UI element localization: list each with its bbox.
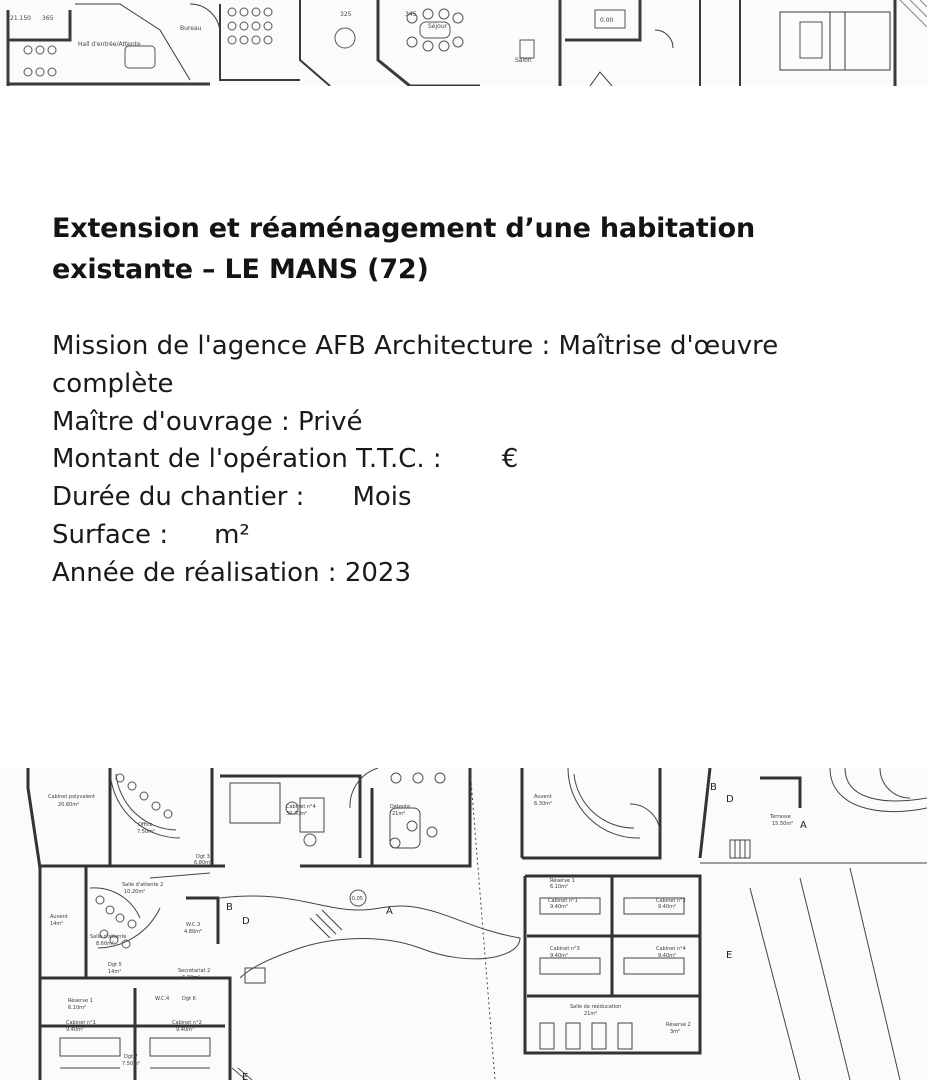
room-label: Cabinet n°4 bbox=[286, 804, 316, 810]
floor-plan-top-drawing bbox=[0, 0, 927, 86]
room-label: Réserve 1 bbox=[68, 998, 93, 1004]
dim-label: 365 bbox=[42, 15, 54, 22]
room-label: Salle d'attente 2 bbox=[122, 882, 164, 888]
room-label: Cabinet n°1 bbox=[548, 898, 578, 904]
room-label: W.C.3 bbox=[186, 922, 201, 928]
duration-line bbox=[52, 479, 862, 517]
area-label: 6.10m² bbox=[68, 1005, 87, 1011]
owner-line: Maître d'ouvrage : Privé bbox=[52, 406, 363, 437]
section-marker-b: B bbox=[710, 782, 717, 793]
room-label: Salle d'attente bbox=[90, 934, 127, 940]
room-label: Dgt 6 bbox=[182, 996, 196, 1002]
dim-label: 21.150 bbox=[10, 15, 31, 22]
area-label: 7.50m² bbox=[137, 829, 156, 835]
area-label: 6.10m² bbox=[550, 884, 569, 890]
area-label: 6.30m² bbox=[534, 801, 553, 807]
room-label: Réserve 2 bbox=[666, 1022, 691, 1028]
amount-label: Montant de l'opération T.T.C. : bbox=[52, 444, 442, 475]
room-label: Cabinet n°3 bbox=[550, 946, 580, 952]
mission-line: Mission de l'agence AFB Architecture : Maîtrise d'œuvre complète bbox=[52, 331, 779, 399]
area-label: 6.30m² bbox=[182, 975, 201, 981]
room-label: Dgt 7 bbox=[124, 1054, 138, 1060]
area-label: 9.40m² bbox=[66, 1027, 85, 1033]
room-label: Détente bbox=[390, 804, 411, 810]
room-label: Cabinet polyvalent bbox=[48, 794, 96, 800]
area-label: 9.40m² bbox=[658, 953, 677, 959]
section-marker-e: E bbox=[726, 950, 733, 961]
area-label: 15.50m² bbox=[772, 821, 794, 827]
section-marker-a: A bbox=[800, 820, 807, 831]
project-title: Extension et réaménagement d’une habitation existante – LE MANS (72) bbox=[52, 213, 755, 285]
area-label: 8.60m² bbox=[96, 941, 115, 947]
area-label: 14m² bbox=[108, 969, 122, 975]
floor-plan-top-image bbox=[0, 0, 927, 86]
room-label: Cabinet n°4 bbox=[656, 946, 686, 952]
section-marker-d: D bbox=[726, 794, 734, 805]
area-label: 20.60m² bbox=[58, 802, 80, 808]
room-label: Cabinet n°2 bbox=[172, 1020, 202, 1026]
area-label: 7.50m² bbox=[122, 1061, 141, 1067]
area-label: 9.40m² bbox=[658, 904, 677, 910]
area-label: 14m² bbox=[50, 921, 64, 927]
floor-plan-bottom-drawing bbox=[0, 768, 927, 1080]
surface-line bbox=[52, 517, 862, 555]
room-label: Cabinet n°2 bbox=[656, 898, 686, 904]
area-label: 6.80m² bbox=[194, 860, 213, 866]
section-marker-d: D bbox=[242, 916, 250, 927]
section-marker-a: A bbox=[386, 906, 393, 917]
section-marker-b: B bbox=[226, 902, 233, 913]
area-label: 4.80m² bbox=[184, 929, 203, 935]
duration-unit: Mois bbox=[352, 482, 412, 513]
room-label: Secrétariat 2 bbox=[178, 968, 211, 974]
dim-label: 345 bbox=[405, 11, 417, 18]
area-label: 21m² bbox=[392, 811, 406, 817]
dim-label: 0.00 bbox=[600, 17, 614, 24]
room-label: Cabinet n°1 bbox=[66, 1020, 96, 1026]
room-label: Office bbox=[138, 822, 153, 828]
area-label: 9.40m² bbox=[550, 904, 569, 910]
area-label: 9.40m² bbox=[550, 953, 569, 959]
surface-label: Surface : bbox=[52, 519, 169, 550]
duration-label: Durée du chantier : bbox=[52, 482, 305, 513]
area-label: 10.20m² bbox=[124, 889, 146, 895]
room-label: Hall d'entrée/Attente bbox=[78, 41, 141, 48]
room-label: Terrasse bbox=[770, 814, 791, 820]
room-label: Salon bbox=[515, 57, 532, 64]
room-label: Séjour bbox=[428, 23, 448, 30]
room-label: Auvent bbox=[534, 794, 552, 800]
area-label: 30.30m² bbox=[286, 811, 308, 817]
amount-unit: € bbox=[501, 444, 519, 475]
project-details bbox=[52, 328, 862, 593]
floor-plan-bottom-image bbox=[0, 768, 927, 1080]
area-label: 21m² bbox=[584, 1011, 598, 1017]
section-marker-e: E bbox=[242, 1072, 249, 1080]
room-label: Dgt 5 bbox=[108, 962, 122, 968]
room-label: Bureau bbox=[180, 25, 202, 32]
area-label: 9.40m² bbox=[176, 1027, 195, 1033]
room-label: Dgt 3 bbox=[196, 854, 210, 860]
surface-unit: m² bbox=[214, 519, 250, 550]
room-label: Réserve 1 bbox=[550, 878, 575, 884]
year-line: Année de réalisation : 2023 bbox=[52, 557, 411, 588]
area-label: 3m² bbox=[670, 1029, 681, 1035]
dim-label: 325 bbox=[340, 11, 352, 18]
amount-line bbox=[52, 441, 862, 479]
room-label: Auvent bbox=[50, 914, 68, 920]
room-label: W.C.4 bbox=[155, 996, 170, 1002]
room-label: Salle de rééducation bbox=[570, 1004, 622, 1010]
level-label: -0.05 bbox=[350, 896, 363, 902]
